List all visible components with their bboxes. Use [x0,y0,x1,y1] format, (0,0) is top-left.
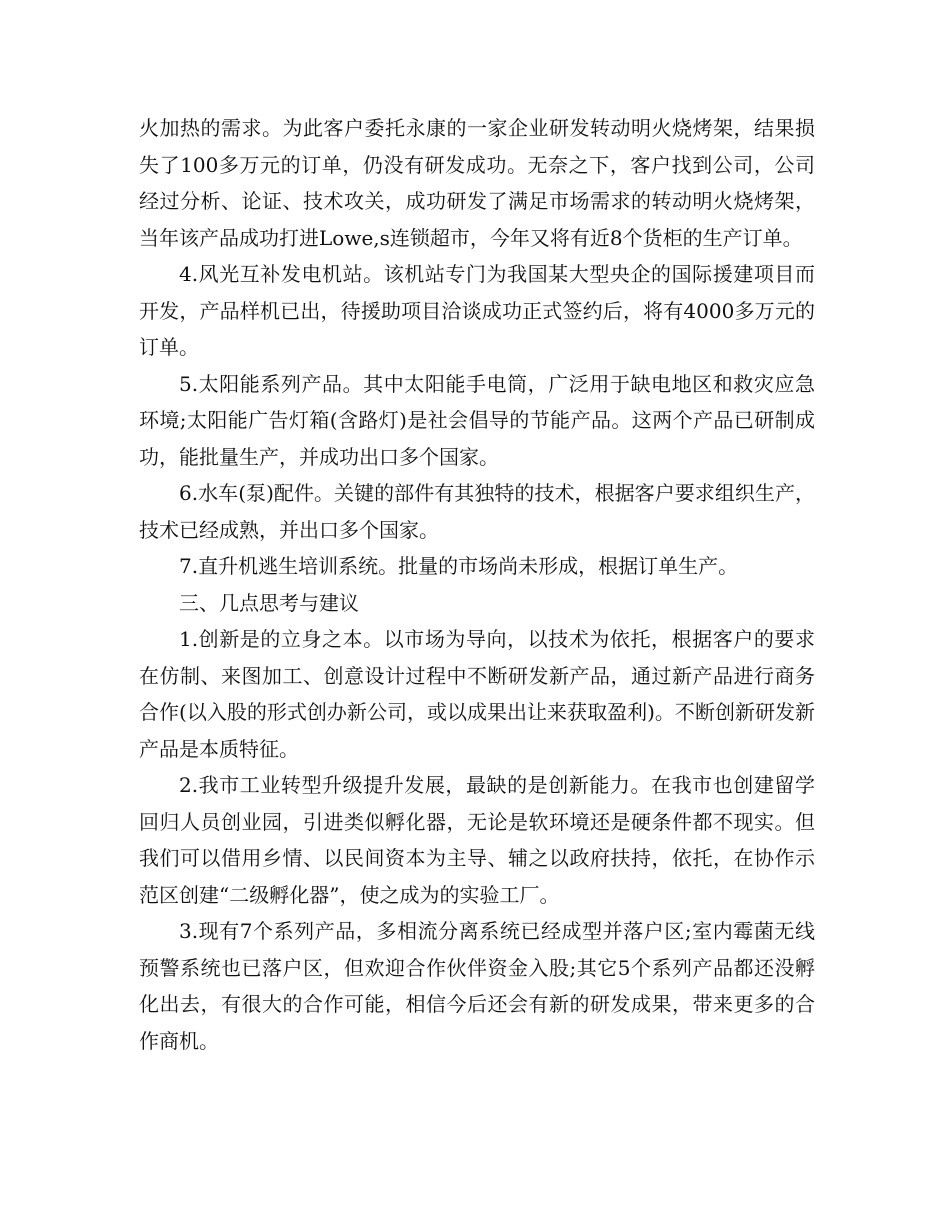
paragraph-5: 7.直升机逃生培训系统。批量的市场尚未形成，根据订单生产。 [179,554,739,578]
section-heading: 三、几点思考与建议 [179,590,359,615]
paragraph-2: 4.风光互补发电机站。该机站专门为我国某大型央企的国际援建项目而开发，产品样机已出，待援助项目洽谈成功正式签约后，将有4000多万元的订单。 [139,262,815,359]
paragraph-4: 6.水车(泵)配件。关键的部件有其独特的技术，根据客户要求组织生产，技术已经成熟，并出口多个国家。 [139,481,815,542]
paragraph-8: 2.我市工业转型升级提升发展，最缺的是创新能力。在我市也创建留学回归人员创业园，引进类似孵化器，无论是软环境还是硬条件都不现实。但我们可以借用乡情、以民间资本为主导、辅之以政府扶持，依托，在协作示范区创建“二级孵化器”，使之成为的实验工厂。 [139,773,815,907]
paragraph-1: 火加热的需求。为此客户委托永康的一家企业研发转动明火烧烤架，结果损失了100多万元的订单，仍没有研发成功。无奈之下，客户找到公司，公司经过分析、论证、技术攻关，成功研发了满足市场需求的转动明火烧烤架，当年该产品成功打进Lowe,s连锁超市，今年又将有近8个货柜的生产订单。 [139,116,815,250]
paragraph-9: 3.现有7个系列产品，多相流分离系统已经成型并落户区;室内霉菌无线预警系统也已落户区，但欢迎合作伙伴资金入股;其它5个系列产品都还没孵化出去，有很大的合作可能，相信今后还会有新的研发成果，带来更多的合作商机。 [139,919,815,1053]
paragraph-3: 5.太阳能系列产品。其中太阳能手电筒，广泛用于缺电地区和救灾应急环境;太阳能广告灯箱(含路灯)是社会倡导的节能产品。这两个产品已研制成功，能批量生产，并成功出口多个国家。 [139,371,815,469]
paragraph-7: 1.创新是的立身之本。以市场为导向，以技术为依托，根据客户的要求在仿制、来图加工、创意设计过程中不断研发新产品，通过新产品进行商务合作(以入股的形式创办新公司，或以成果出让来获取盈利)。不断创新研发新产品是本质特征。 [139,627,815,761]
document-body [139,110,815,1059]
